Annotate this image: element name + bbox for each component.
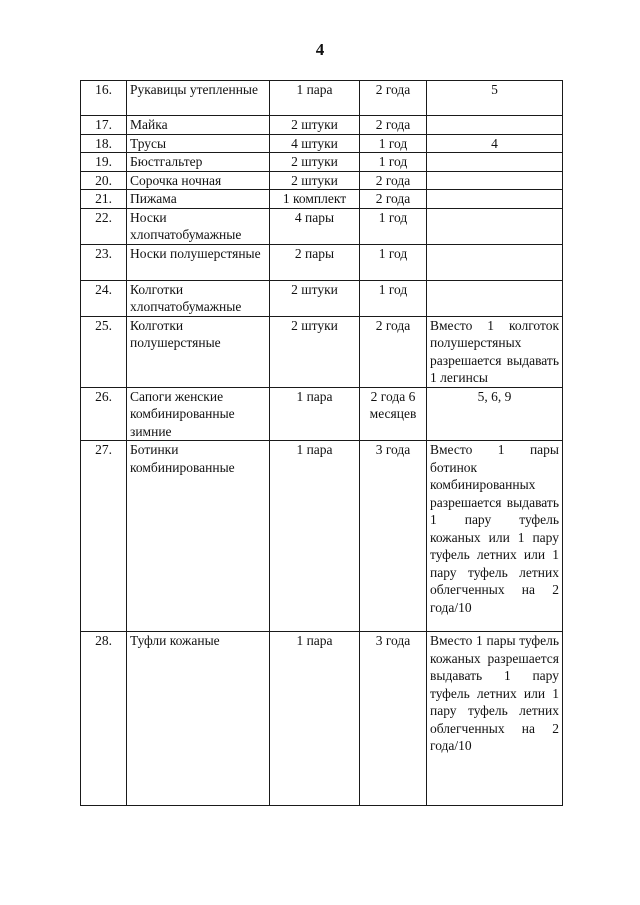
- item-number: 20.: [81, 171, 127, 190]
- item-name: Пижама: [127, 190, 270, 209]
- table-body: [81, 81, 563, 806]
- item-quantity: 2 штуки: [270, 153, 360, 172]
- item-note: 5: [427, 81, 563, 116]
- item-note: Вместо 1 пары ботинок комбинированных разрешается выдавать 1 пару туфель кожаных или 1 пару туфель летних или 1 пару туфель летних облегченных на 2 года/10: [427, 441, 563, 632]
- item-quantity: 2 пары: [270, 244, 360, 280]
- page-number: 4: [315, 40, 325, 59]
- clothing-norms-table: [80, 80, 563, 806]
- item-number: 16.: [81, 81, 127, 116]
- item-name: Сорочка ночная: [127, 171, 270, 190]
- item-wear-term: 1 год: [360, 208, 427, 244]
- table-row: [81, 244, 563, 280]
- table-row: [81, 387, 563, 441]
- item-wear-term: 3 года: [360, 441, 427, 632]
- item-name: Ботинки комбинированные: [127, 441, 270, 632]
- item-wear-term: 2 года: [360, 81, 427, 116]
- item-note: [427, 171, 563, 190]
- table-row: [81, 81, 563, 116]
- item-name: Туфли кожаные: [127, 632, 270, 806]
- item-note: Вместо 1 колготок полушерстяных разрешается выдавать 1 легинсы: [427, 316, 563, 387]
- item-wear-term: 3 года: [360, 632, 427, 806]
- item-name: Носки полушерстяные: [127, 244, 270, 280]
- table-row: [81, 280, 563, 316]
- item-name: Бюстгальтер: [127, 153, 270, 172]
- item-number: 22.: [81, 208, 127, 244]
- table-row: [81, 316, 563, 387]
- item-note: [427, 190, 563, 209]
- item-note: [427, 280, 563, 316]
- item-wear-term: 2 года: [360, 316, 427, 387]
- item-wear-term: 1 год: [360, 244, 427, 280]
- item-name: Рукавицы утепленные: [127, 81, 270, 116]
- item-quantity: 1 пара: [270, 632, 360, 806]
- item-number: 23.: [81, 244, 127, 280]
- item-number: 21.: [81, 190, 127, 209]
- item-quantity: 1 пара: [270, 387, 360, 441]
- item-note: [427, 244, 563, 280]
- item-number: 26.: [81, 387, 127, 441]
- table-row: [81, 441, 563, 632]
- item-quantity: 4 штуки: [270, 134, 360, 153]
- item-note: 4: [427, 134, 563, 153]
- item-name: Трусы: [127, 134, 270, 153]
- item-name: Сапоги женские комбинированные зимние: [127, 387, 270, 441]
- item-wear-term: 1 год: [360, 280, 427, 316]
- item-number: 17.: [81, 116, 127, 135]
- table-row: [81, 116, 563, 135]
- item-wear-term: 1 год: [360, 153, 427, 172]
- item-quantity: 2 штуки: [270, 171, 360, 190]
- table-row: [81, 632, 563, 806]
- item-name: Колготки полушерстяные: [127, 316, 270, 387]
- item-wear-term: 2 года: [360, 116, 427, 135]
- item-wear-term: 1 год: [360, 134, 427, 153]
- item-name: Носки хлопчатобумажные: [127, 208, 270, 244]
- item-note: [427, 208, 563, 244]
- item-note: Вместо 1 пары туфель кожаных разрешается выдавать 1 пару туфель летних или 1 пару туфель летних облегченных на 2 года/10: [427, 632, 563, 806]
- item-note: 5, 6, 9: [427, 387, 563, 441]
- item-name: Майка: [127, 116, 270, 135]
- table-row: [81, 153, 563, 172]
- item-number: 24.: [81, 280, 127, 316]
- item-wear-term: 2 года 6 месяцев: [360, 387, 427, 441]
- item-number: 28.: [81, 632, 127, 806]
- table-row: [81, 134, 563, 153]
- item-number: 18.: [81, 134, 127, 153]
- item-number: 27.: [81, 441, 127, 632]
- item-quantity: 1 комплект: [270, 190, 360, 209]
- table-row: [81, 208, 563, 244]
- table-row: [81, 190, 563, 209]
- item-quantity: 4 пары: [270, 208, 360, 244]
- item-number: 25.: [81, 316, 127, 387]
- item-number: 19.: [81, 153, 127, 172]
- item-wear-term: 2 года: [360, 171, 427, 190]
- item-wear-term: 2 года: [360, 190, 427, 209]
- item-quantity: 2 штуки: [270, 316, 360, 387]
- item-quantity: 2 штуки: [270, 280, 360, 316]
- item-note: [427, 116, 563, 135]
- item-name: Колготки хлопчатобумажные: [127, 280, 270, 316]
- item-quantity: 1 пара: [270, 81, 360, 116]
- item-quantity: 1 пара: [270, 441, 360, 632]
- item-quantity: 2 штуки: [270, 116, 360, 135]
- item-note: [427, 153, 563, 172]
- table-row: [81, 171, 563, 190]
